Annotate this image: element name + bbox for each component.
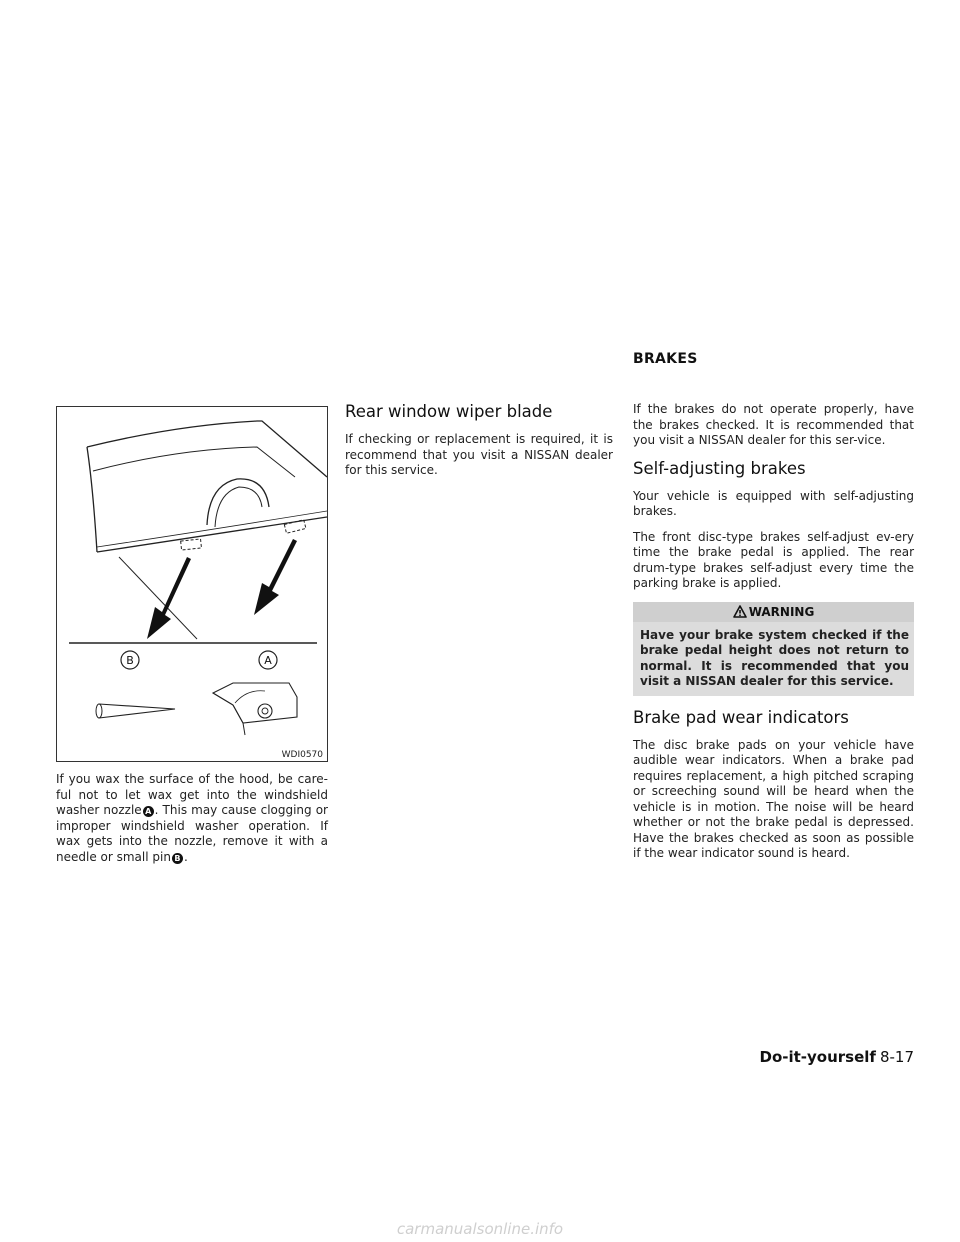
heading-brake-pad-wear: Brake pad wear indicators	[633, 707, 849, 727]
warning-text: Have your brake system checked if the brake pedal height does not return to normal. It is recommended that you visit a NISSAN dealer for this service.	[640, 627, 909, 688]
figure-label-b: B	[126, 654, 134, 667]
section-title-brakes: BRAKES	[633, 351, 698, 367]
watermark-text: carmanualsonline.info	[396, 1220, 564, 1238]
footer-chapter: Do-it-yourself	[759, 1048, 876, 1066]
page-footer	[760, 1048, 915, 1066]
self-adjusting-paragraph-2: The front disc-type brakes self-adjust ev-ery time the brake pedal is applied. The rear drum-type brakes self-adjust every time the parking brake is applied.	[633, 529, 914, 590]
marker-a-icon: A	[143, 806, 154, 817]
heading-rear-window-wiper: Rear window wiper blade	[345, 402, 553, 421]
warning-triangle-icon	[733, 605, 747, 618]
column-middle	[345, 402, 613, 489]
warning-title: WARNING	[748, 604, 815, 619]
brake-pad-paragraph: The disc brake pads on your vehicle have audible wear indicators. When a brake pad requires replacement, a high pitched scraping or screeching sound will be heard when the vehicle is in motion. The noise will be heard whether or not the brake pedal is depressed. Have the brakes checked as soon as possible if the wear indicator sound is heard.	[633, 737, 914, 860]
marker-b-icon: B	[172, 853, 183, 864]
warning-header	[633, 602, 914, 622]
brakes-intro-paragraph: If the brakes do not operate properly, have the brakes checked. It is recommended that you visit a NISSAN dealer for this ser-vice.	[633, 402, 914, 447]
footer-page-number: 8-17	[879, 1048, 914, 1066]
column-left	[56, 406, 328, 875]
figure-code: WDI0570	[281, 750, 323, 760]
rear-wiper-paragraph: If checking or replacement is required, it is recommend that you visit a NISSAN dealer for this service.	[345, 432, 613, 477]
wax-warning-paragraph: If you wax the surface of the hood, be care-ful not to let wax get into the windshield washer nozzle A . This may cause clogging or improper windshield washer operation. If wax gets into the nozzle, remove it with a needle or small pin B .	[56, 772, 328, 864]
washer-nozzle-figure	[56, 406, 328, 762]
heading-self-adjusting-brakes: Self-adjusting brakes	[633, 458, 806, 478]
column-right	[633, 402, 914, 872]
figure-label-a: A	[264, 654, 272, 667]
washer-nozzle-illustration	[57, 407, 327, 761]
warning-box	[633, 602, 914, 696]
self-adjusting-paragraph-1: Your vehicle is equipped with self-adjusting brakes.	[633, 488, 914, 518]
